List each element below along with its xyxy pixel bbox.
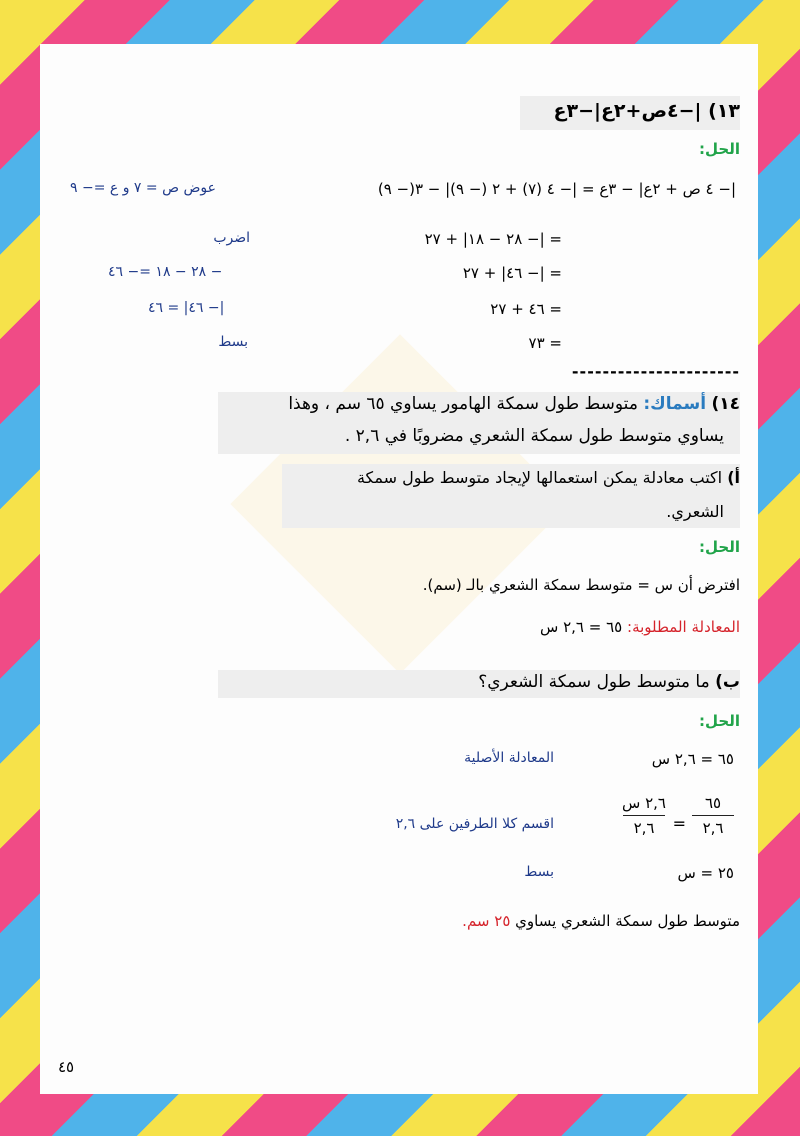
part-a-label: أ) <box>727 468 740 487</box>
fraction-numerator: ٢,٦ س <box>622 794 666 812</box>
step-3-note: − ٢٨ − ١٨ =− ٤٦ <box>108 264 223 280</box>
step-1-equation: |− ٤ ص + ٢ع| − ٣ع = |− ٤ (٧) + ٢ (− ٩)| − ٣(− ٩) <box>377 180 736 198</box>
step-2-equation: = |− ٢٨ − ١٨| + ٢٧ <box>424 230 562 248</box>
question-text-line2: يساوي متوسط طول سمكة الشعري مضروبًا في ٢,٦ . <box>344 426 724 446</box>
question-text-line1: متوسط طول سمكة الهامور يساوي ٦٥ سم ، وهذا <box>288 394 638 414</box>
fraction-bar <box>692 815 734 816</box>
conclusion-text: متوسط طول سمكة الشعري يساوي <box>515 912 740 930</box>
step-1-note: عوض ص = ٧ و ع =− ٩ <box>70 180 216 196</box>
part-b-label: ب) <box>715 672 740 692</box>
part-b-row <box>478 672 740 692</box>
fraction-bar <box>623 815 665 816</box>
part-a-line1 <box>357 468 740 487</box>
step-5-note: بسط <box>218 334 248 350</box>
fraction-denominator: ٢,٦ <box>633 819 655 837</box>
question-topic: أسماك: <box>643 394 707 414</box>
fraction-right <box>622 794 666 837</box>
required-equation: ٦٥ = ٢,٦ س <box>540 618 623 636</box>
fraction-equals: = <box>672 814 686 833</box>
solution-label: الحل: <box>699 712 740 730</box>
b-step-2-note: اقسم كلا الطرفين على ٢,٦ <box>395 816 554 832</box>
question-13 <box>553 100 740 122</box>
step-5-equation: = ٧٣ <box>528 334 562 352</box>
part-b-text: ما متوسط طول سمكة الشعري؟ <box>478 672 710 692</box>
assumption-text: افترض أن س = متوسط سمكة الشعري بالـ (سم). <box>422 576 740 594</box>
page <box>40 44 758 1094</box>
conclusion-row <box>462 912 740 930</box>
b-step-1-note: المعادلة الأصلية <box>464 750 554 766</box>
step-4-note: |− ٤٦| = ٤٦ <box>148 300 225 316</box>
b-step-3-note: بسط <box>524 864 554 880</box>
question-number: ١٤) <box>711 394 740 414</box>
question-expression: |−٤ص+٢ع|−٣ع <box>553 100 702 122</box>
part-a-line2: الشعري. <box>666 502 724 521</box>
required-equation-row <box>540 618 740 636</box>
question-number: ١٣) <box>708 100 740 122</box>
question-14-line1 <box>288 394 740 414</box>
solution-label: الحل: <box>699 140 740 158</box>
step-3-equation: = |− ٤٦| + ٢٧ <box>462 264 562 282</box>
fraction-numerator: ٦٥ <box>704 794 722 812</box>
solution-label: الحل: <box>699 538 740 556</box>
part-a-text: اكتب معادلة يمكن استعمالها لإيجاد متوسط طول سمكة <box>356 468 723 487</box>
page-number: ٤٥ <box>58 1058 75 1076</box>
step-4-equation: = ٤٦ + ٢٧ <box>490 300 562 318</box>
b-step-1-equation: ٦٥ = ٢,٦ س <box>651 750 734 768</box>
separator-line: ---------------------- <box>571 362 740 381</box>
required-equation-label: المعادلة المطلوبة: <box>627 618 740 636</box>
b-step-3-equation: ٢٥ = س <box>677 864 734 882</box>
conclusion-value: ٢٥ سم. <box>462 912 511 930</box>
step-2-note: اضرب <box>213 230 250 246</box>
fraction-left <box>692 794 734 837</box>
fraction-denominator: ٢,٦ <box>702 819 724 837</box>
